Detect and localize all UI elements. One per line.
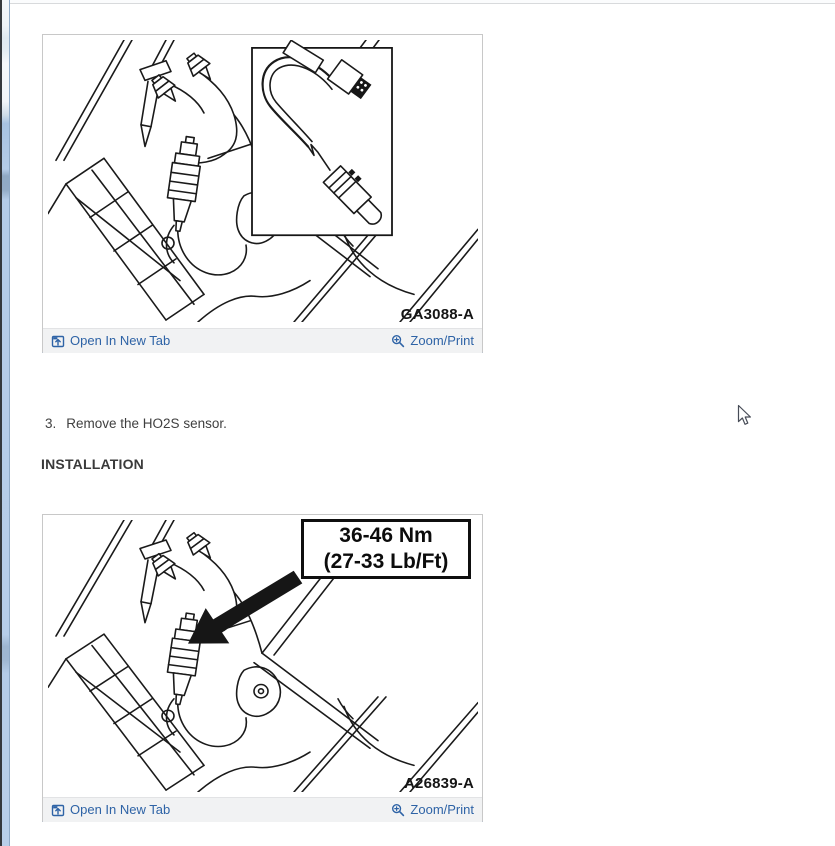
- window-edge-strip: [0, 0, 10, 846]
- figure-installation: [42, 514, 483, 822]
- open-in-new-tab-icon: [51, 803, 65, 817]
- top-divider-line: [10, 3, 835, 4]
- zoom-print-label: Zoom/Print: [410, 333, 474, 348]
- torque-spec-nm: 36-46 Nm: [339, 524, 433, 547]
- open-in-new-tab-label: Open In New Tab: [70, 802, 171, 817]
- pointer-arrow: [188, 571, 302, 644]
- section-heading: INSTALLATION: [41, 456, 144, 472]
- open-in-new-tab-icon: [51, 334, 65, 348]
- window-edge-scroll-strip[interactable]: [2, 0, 10, 846]
- torque-spec-box: [301, 519, 471, 579]
- zoom-magnifier-icon: [391, 803, 405, 817]
- mouse-cursor-icon: [737, 404, 752, 427]
- removal-illustration: [43, 35, 482, 328]
- zoom-print-link[interactable]: [391, 329, 474, 353]
- open-in-new-tab-label: Open In New Tab: [70, 333, 171, 348]
- figure-code-label: GA3088-A: [400, 306, 474, 323]
- figure-removal: [42, 34, 483, 353]
- open-in-new-tab-link[interactable]: [51, 329, 170, 353]
- figure-toolbar: [43, 328, 482, 353]
- step-text: Remove the HO2S sensor.: [66, 416, 227, 431]
- figure-code-label: A26839-A: [404, 775, 474, 792]
- zoom-print-link[interactable]: [391, 798, 474, 822]
- zoom-magnifier-icon: [391, 334, 405, 348]
- figure-toolbar: [43, 797, 482, 822]
- zoom-print-label: Zoom/Print: [410, 802, 474, 817]
- open-in-new-tab-link[interactable]: [51, 798, 170, 822]
- installation-illustration: [43, 515, 482, 797]
- procedure-step: [45, 416, 227, 431]
- torque-spec-lbft: (27-33 Lb/Ft): [323, 550, 449, 573]
- o2-sensor-inset: [252, 40, 392, 235]
- step-number: 3.: [45, 416, 57, 431]
- engine-line-art: [48, 40, 478, 322]
